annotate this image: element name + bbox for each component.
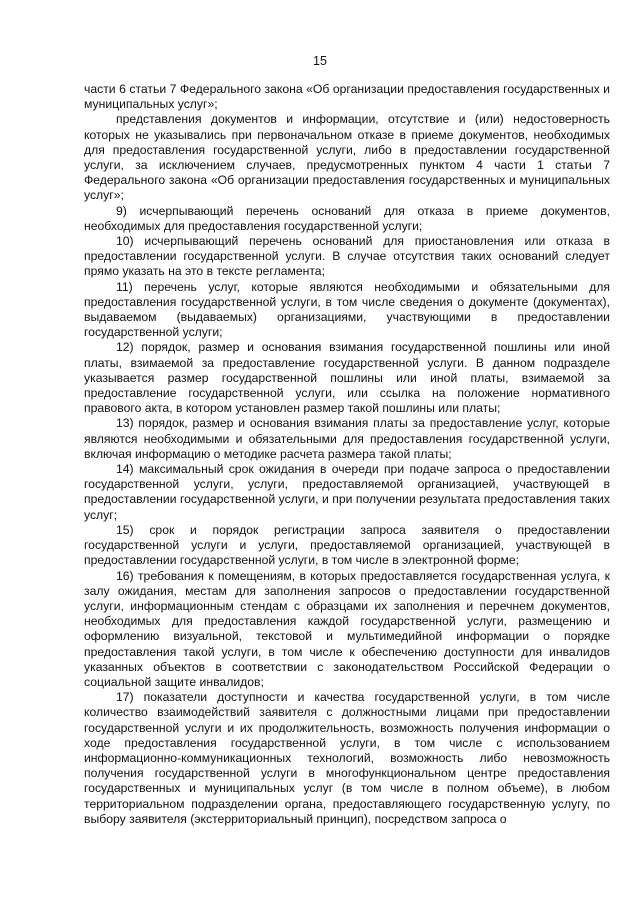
paragraph-item-11: 11) перечень услуг, которые являются необходимыми и обязательными для предоставления государственной услуги, в том числе сведения о документе (документах), выдаваемом (выдаваемых) организациями, участвующими в предоставлении государственной услуги;	[84, 279, 610, 340]
paragraph-item-15: 15) срок и порядок регистрации запроса заявителя о предоставлении государственной услуги и услуги, предоставляемой организацией, участвующей в предоставлении государственной услуги, в том числе в электронной форме;	[84, 522, 610, 568]
paragraph-documents-info: представления документов и информации, отсутствие и (или) недостоверность которых не указывались при первоначальном отказе в приеме документов, необходимых для предоставления государственной услуги, либо в предоставлении государственной услуги, за исключением случаев, предусмотренных пунктом 4 части 1 статьи 7 Федерального закона «Об организации предоставления государственных и муниципальных услуг»;	[84, 112, 610, 203]
paragraph-item-13: 13) порядок, размер и основания взимания платы за предоставление услуг, которые являются необходимыми и обязательными для предоставления государственной услуги, включая информацию о методике расчета размера такой платы;	[84, 416, 610, 461]
paragraph-item-10: 10) исчерпывающий перечень оснований для приостановления или отказа в предоставлении государственной услуги. В случае отсутствия таких оснований следует прямо указать на это в тексте регламента;	[84, 234, 610, 279]
paragraph-item-12: 12) порядок, размер и основания взимания государственной пошлины или иной платы, взимаемой за предоставление государственной услуги. В данном подразделе указывается размер государственной пошлины или иной платы, взимаемой за предоставление государственной услуги, или ссылка на положение нормативного правового акта, в котором установлен размер такой пошлины или платы;	[84, 340, 610, 416]
page-number: 15	[313, 54, 327, 68]
paragraph-item-17: 17) показатели доступности и качества государственной услуги, в том числе количество взаимодействий заявителя с должностными лицами при предоставлении государственной услуги и их продолжительность, возможность получения информации о ходе предоставления государственной услуги, в том числе с использованием информационно-коммуникационных технологий, возможность либо невозможность получения государственной услуги в многофункциональном центре предоставления государственных и муниципальных услуг (в том числе в полном объеме), в любом территориальном подразделении органа, предоставляющего государственную услугу, по выбору заявителя (экстерриториальный принцип), посредством запроса о	[84, 690, 610, 826]
paragraph-item-14: 14) максимальный срок ожидания в очереди при подаче запроса о предоставлении государственной услуги, услуги, предоставляемой организацией, участвующей в предоставлении государственной услуги, и при получении результата предоставления таких услуг;	[84, 462, 610, 522]
paragraph-item-16: 16) требования к помещениям, в которых предоставляется государственная услуга, к залу ожидания, местам для заполнения запросов о предоставлении государственной услуги, информационным стендам с образцами их заполнения и перечнем документов, необходимых для предоставления каждой государственной услуги, размещению и оформлению визуальной, текстовой и мультимедийной информации о порядке предоставления такой услуги, в том числе к обеспечению доступности для инвалидов указанных объектов в соответствии с законодательством Российской Федерации о социальной защите инвалидов;	[84, 568, 610, 689]
paragraph-item-9: 9) исчерпывающий перечень оснований для отказа в приеме документов, необходимых для предоставления государственной услуги;	[84, 203, 610, 233]
paragraph-continuation: части 6 статьи 7 Федерального закона «Об организации предоставления государственных и муниципальных услуг»;	[84, 82, 610, 112]
document-body	[84, 82, 610, 827]
